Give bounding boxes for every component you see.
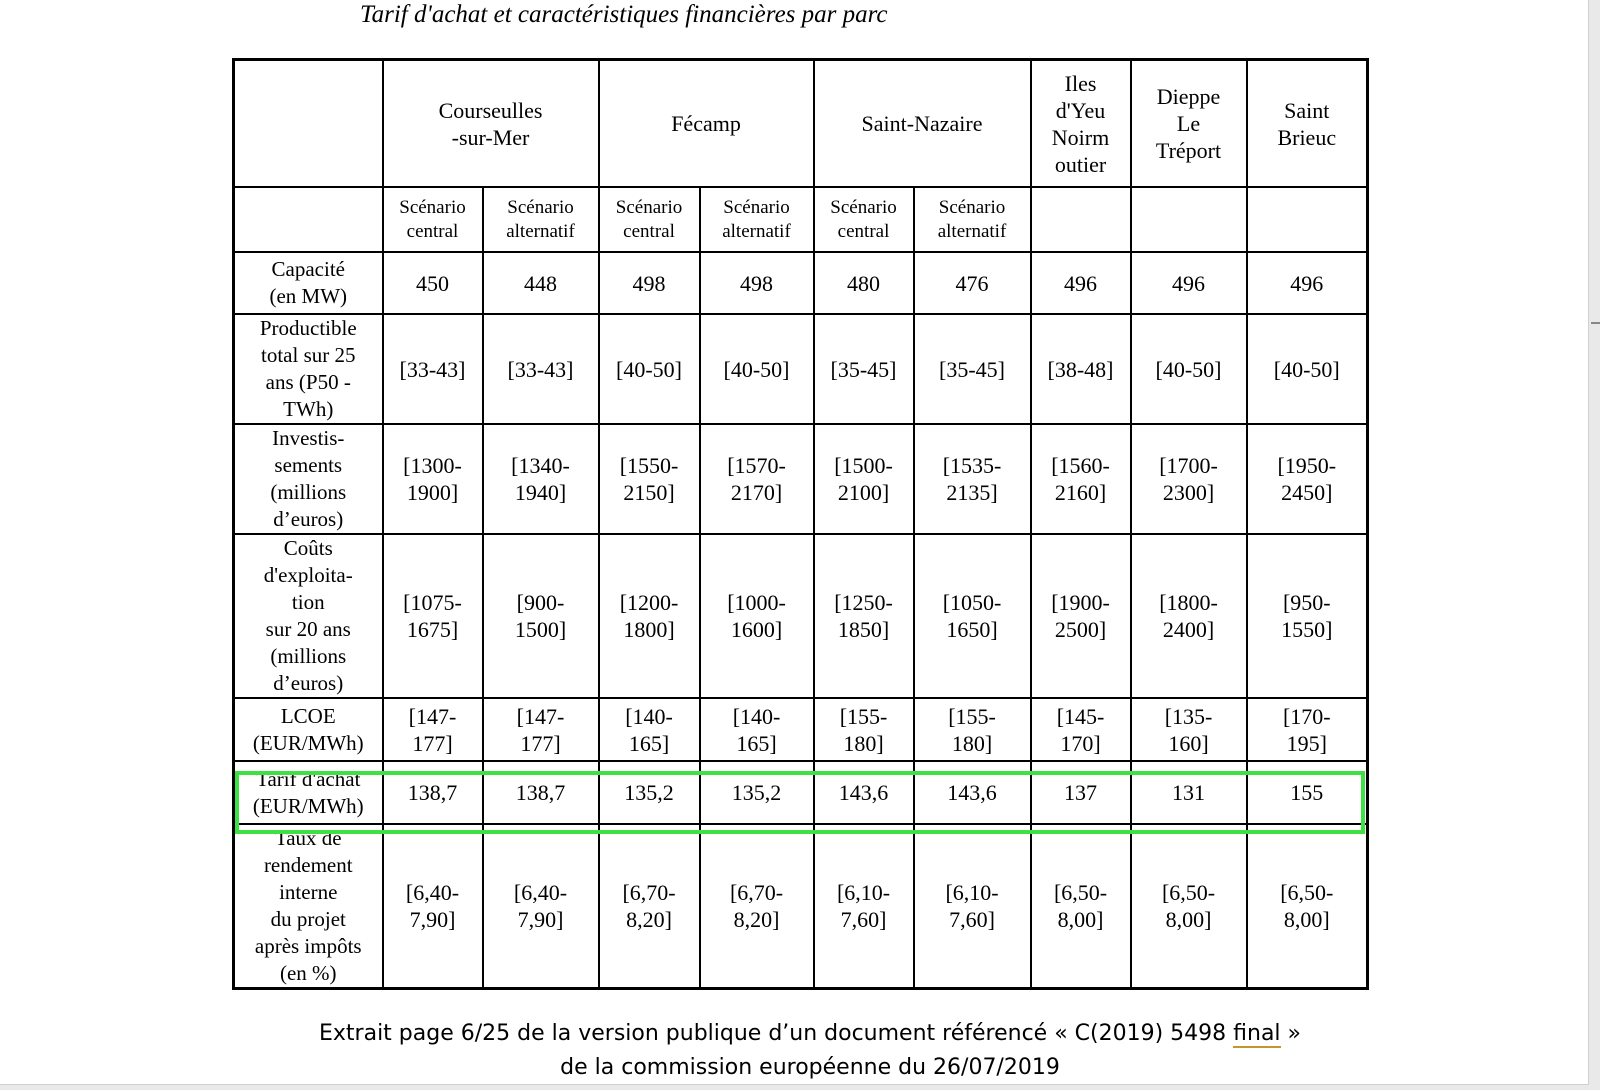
value-cell: 498 — [599, 252, 700, 314]
park-iles-yeu: Iles d'Yeu Noirm outier — [1031, 60, 1131, 188]
value-cell: 143,6 — [814, 761, 914, 824]
row-couts-exploitation — [234, 534, 1368, 698]
value-cell: [1300- 1900] — [383, 424, 483, 534]
value-cell: [1050- 1650] — [914, 534, 1031, 698]
scenario-central: Scénario central — [814, 187, 914, 252]
value-cell: [1250- 1850] — [814, 534, 914, 698]
value-cell: [1560- 2160] — [1031, 424, 1131, 534]
value-cell: [6,10- 7,60] — [914, 824, 1031, 989]
value-cell: [155- 180] — [814, 698, 914, 761]
value-cell: [147- 177] — [483, 698, 599, 761]
value-cell: [1550- 2150] — [599, 424, 700, 534]
financial-table — [232, 58, 1369, 990]
value-cell: [140- 165] — [599, 698, 700, 761]
value-cell: [135- 160] — [1131, 698, 1247, 761]
value-cell: 496 — [1247, 252, 1368, 314]
value-cell: [40-50] — [1131, 314, 1247, 424]
value-cell: [35-45] — [814, 314, 914, 424]
value-cell: [1200- 1800] — [599, 534, 700, 698]
scenario-central: Scénario central — [383, 187, 483, 252]
value-cell: [1950- 2450] — [1247, 424, 1368, 534]
value-cell: 135,2 — [700, 761, 814, 824]
value-cell: 496 — [1131, 252, 1247, 314]
park-courseulles: Courseulles -sur-Mer — [383, 60, 599, 188]
scenario-central: Scénario central — [599, 187, 700, 252]
caption-line-2: de la commission européenne du 26/07/2019 — [560, 1055, 1060, 1080]
scenario-empty — [1131, 187, 1247, 252]
value-cell: [1535- 2135] — [914, 424, 1031, 534]
scenario-alternatif: Scénario alternatif — [914, 187, 1031, 252]
park-fecamp: Fécamp — [599, 60, 814, 188]
value-cell: [6,50- 8,00] — [1031, 824, 1131, 989]
row-taux-rendement — [234, 824, 1368, 989]
value-cell: [1340- 1940] — [483, 424, 599, 534]
value-cell: [6,10- 7,60] — [814, 824, 914, 989]
value-cell: 450 — [383, 252, 483, 314]
caption-underlined-word: final — [1233, 1021, 1281, 1046]
value-cell: [147- 177] — [383, 698, 483, 761]
row-label: LCOE (EUR/MWh) — [234, 698, 383, 761]
row-label: Taux de rendement interne du projet après impôts (en %) — [234, 824, 383, 989]
value-cell: [155- 180] — [914, 698, 1031, 761]
window-edge-mark — [1591, 322, 1600, 324]
value-cell: [40-50] — [599, 314, 700, 424]
value-cell: [1900- 2500] — [1031, 534, 1131, 698]
value-cell: [40-50] — [700, 314, 814, 424]
scenario-alternatif: Scénario alternatif — [483, 187, 599, 252]
row-productible — [234, 314, 1368, 424]
value-cell: 143,6 — [914, 761, 1031, 824]
corner-cell — [234, 60, 383, 188]
row-capacite — [234, 252, 1368, 314]
scenario-empty — [1031, 187, 1131, 252]
value-cell: 496 — [1031, 252, 1131, 314]
value-cell: 138,7 — [483, 761, 599, 824]
park-saint-brieuc: Saint Brieuc — [1247, 60, 1368, 188]
value-cell: [900- 1500] — [483, 534, 599, 698]
value-cell: [1700- 2300] — [1131, 424, 1247, 534]
park-dieppe: Dieppe Le Tréport — [1131, 60, 1247, 188]
value-cell: [145- 170] — [1031, 698, 1131, 761]
row-label: Tarif d'achat (EUR/MWh) — [234, 761, 383, 824]
row-label: Capacité (en MW) — [234, 252, 383, 314]
row-lcoe — [234, 698, 1368, 761]
scenario-header-row — [234, 187, 1368, 252]
value-cell: 480 — [814, 252, 914, 314]
park-saint-nazaire: Saint-Nazaire — [814, 60, 1031, 188]
value-cell: [6,70- 8,20] — [599, 824, 700, 989]
park-header-row — [234, 60, 1368, 188]
scenario-alternatif: Scénario alternatif — [700, 187, 814, 252]
value-cell: [1570- 2170] — [700, 424, 814, 534]
row-label: Productible total sur 25 ans (P50 - TWh) — [234, 314, 383, 424]
caption-line-1: Extrait page 6/25 de la version publique d’un document référencé « C(2019) 5498 final » — [319, 1021, 1301, 1046]
value-cell: 131 — [1131, 761, 1247, 824]
value-cell: 476 — [914, 252, 1031, 314]
row-label: Investis- sements (millions d’euros) — [234, 424, 383, 534]
value-cell: [6,50- 8,00] — [1247, 824, 1368, 989]
document-title: Tarif d'achat et caractéristiques financières par parc — [360, 1, 888, 28]
value-cell: [1075- 1675] — [383, 534, 483, 698]
value-cell: [6,50- 8,00] — [1131, 824, 1247, 989]
value-cell: [38-48] — [1031, 314, 1131, 424]
value-cell: [33-43] — [483, 314, 599, 424]
row-tarif-achat — [234, 761, 1368, 824]
value-cell: [1500- 2100] — [814, 424, 914, 534]
value-cell: [6,40- 7,90] — [383, 824, 483, 989]
source-caption — [210, 1017, 1410, 1085]
value-cell: [1000- 1600] — [700, 534, 814, 698]
value-cell: 137 — [1031, 761, 1131, 824]
value-cell: [35-45] — [914, 314, 1031, 424]
value-cell: [950- 1550] — [1247, 534, 1368, 698]
value-cell: [140- 165] — [700, 698, 814, 761]
value-cell: [40-50] — [1247, 314, 1368, 424]
value-cell: 155 — [1247, 761, 1368, 824]
row-investissements — [234, 424, 1368, 534]
value-cell: 498 — [700, 252, 814, 314]
value-cell: 448 — [483, 252, 599, 314]
scenario-corner-cell — [234, 187, 383, 252]
row-label: Coûts d'exploita- tion sur 20 ans (millions d’euros) — [234, 534, 383, 698]
value-cell: 135,2 — [599, 761, 700, 824]
value-cell: [6,70- 8,20] — [700, 824, 814, 989]
value-cell: [170- 195] — [1247, 698, 1368, 761]
value-cell: 138,7 — [383, 761, 483, 824]
value-cell: [6,40- 7,90] — [483, 824, 599, 989]
scenario-empty — [1247, 187, 1368, 252]
value-cell: [1800- 2400] — [1131, 534, 1247, 698]
value-cell: [33-43] — [383, 314, 483, 424]
